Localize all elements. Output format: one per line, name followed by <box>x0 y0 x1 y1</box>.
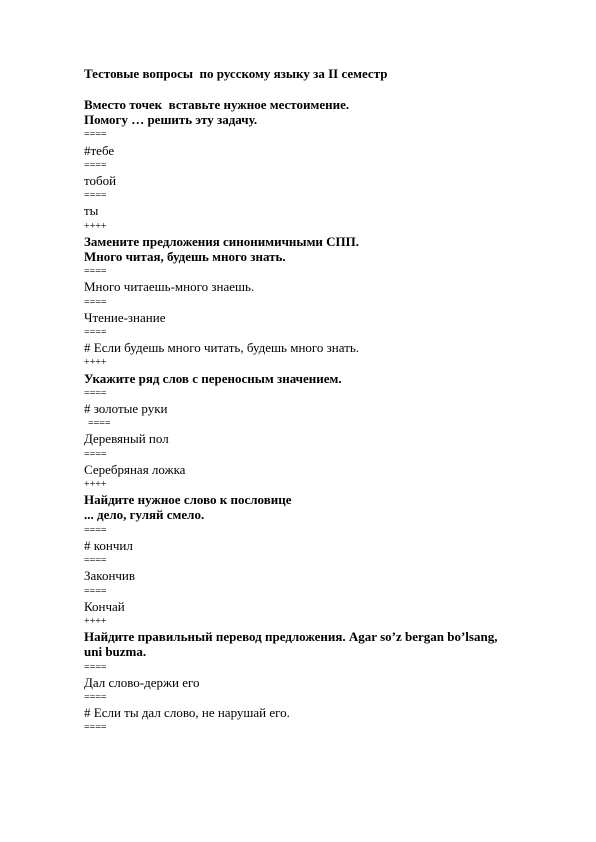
answer-option: Закончив <box>84 568 136 584</box>
separator: ==== <box>84 661 107 673</box>
answer-option: Серебряная ложка <box>84 461 186 477</box>
separator: ==== <box>84 722 107 734</box>
question-text: Помогу … решить эту задачу. <box>84 112 258 128</box>
separator: ==== <box>84 555 107 567</box>
separator: ==== <box>84 524 107 536</box>
separator: ==== <box>84 448 107 460</box>
question-text: uni buzma. <box>84 644 147 660</box>
separator: ==== <box>84 266 107 278</box>
separator: ==== <box>84 387 107 399</box>
answer-option: тобой <box>84 173 117 189</box>
document-page <box>84 66 564 736</box>
question-text: Найдите нужное слово к пословице <box>84 492 292 508</box>
separator: ++++ <box>84 479 107 491</box>
separator: ==== <box>84 691 107 703</box>
separator: ==== <box>84 129 107 141</box>
question-text: Найдите правильный перевод предложения. Agar so’z bergan bo’lsang, <box>84 629 498 645</box>
separator: ==== <box>84 327 107 339</box>
answer-option: # Если ты дал слово, не нарушай его. <box>84 705 290 721</box>
answer-option: # Если будешь много читать, будешь много знать. <box>84 340 360 356</box>
question-text: Вместо точек вставьте нужное местоимение. <box>84 97 350 112</box>
answer-option: Деревяный пол <box>84 431 169 447</box>
answer-option: #тебе <box>84 142 115 158</box>
answer-option: Много читаешь-много знаешь. <box>84 279 255 295</box>
answer-option: # золотые руки <box>84 401 168 417</box>
question-list <box>84 97 564 736</box>
document-title: Тестовые вопросы по русскому языку за II семестр <box>84 66 388 81</box>
separator: ==== <box>84 190 107 202</box>
separator: ++++ <box>84 615 107 627</box>
question-text: Замените предложения синонимичными СПП. <box>84 233 360 249</box>
separator: ==== <box>84 296 107 308</box>
answer-option: Дал слово-держи его <box>84 674 200 690</box>
answer-option: # кончил <box>84 537 133 553</box>
answer-option: ты <box>84 203 99 219</box>
answer-option: Кончай <box>84 598 125 614</box>
question-text: Укажите ряд слов с переносным значением. <box>84 370 342 386</box>
separator: ++++ <box>84 357 107 369</box>
question-text: Много читая, будешь много знать. <box>84 249 286 265</box>
separator: ==== <box>84 585 107 597</box>
separator: ++++ <box>84 220 107 232</box>
question-text: ... дело, гуляй смело. <box>84 507 205 523</box>
answer-option: Чтение-знание <box>84 309 166 325</box>
separator: ==== <box>84 159 107 171</box>
separator: ==== <box>88 418 111 430</box>
